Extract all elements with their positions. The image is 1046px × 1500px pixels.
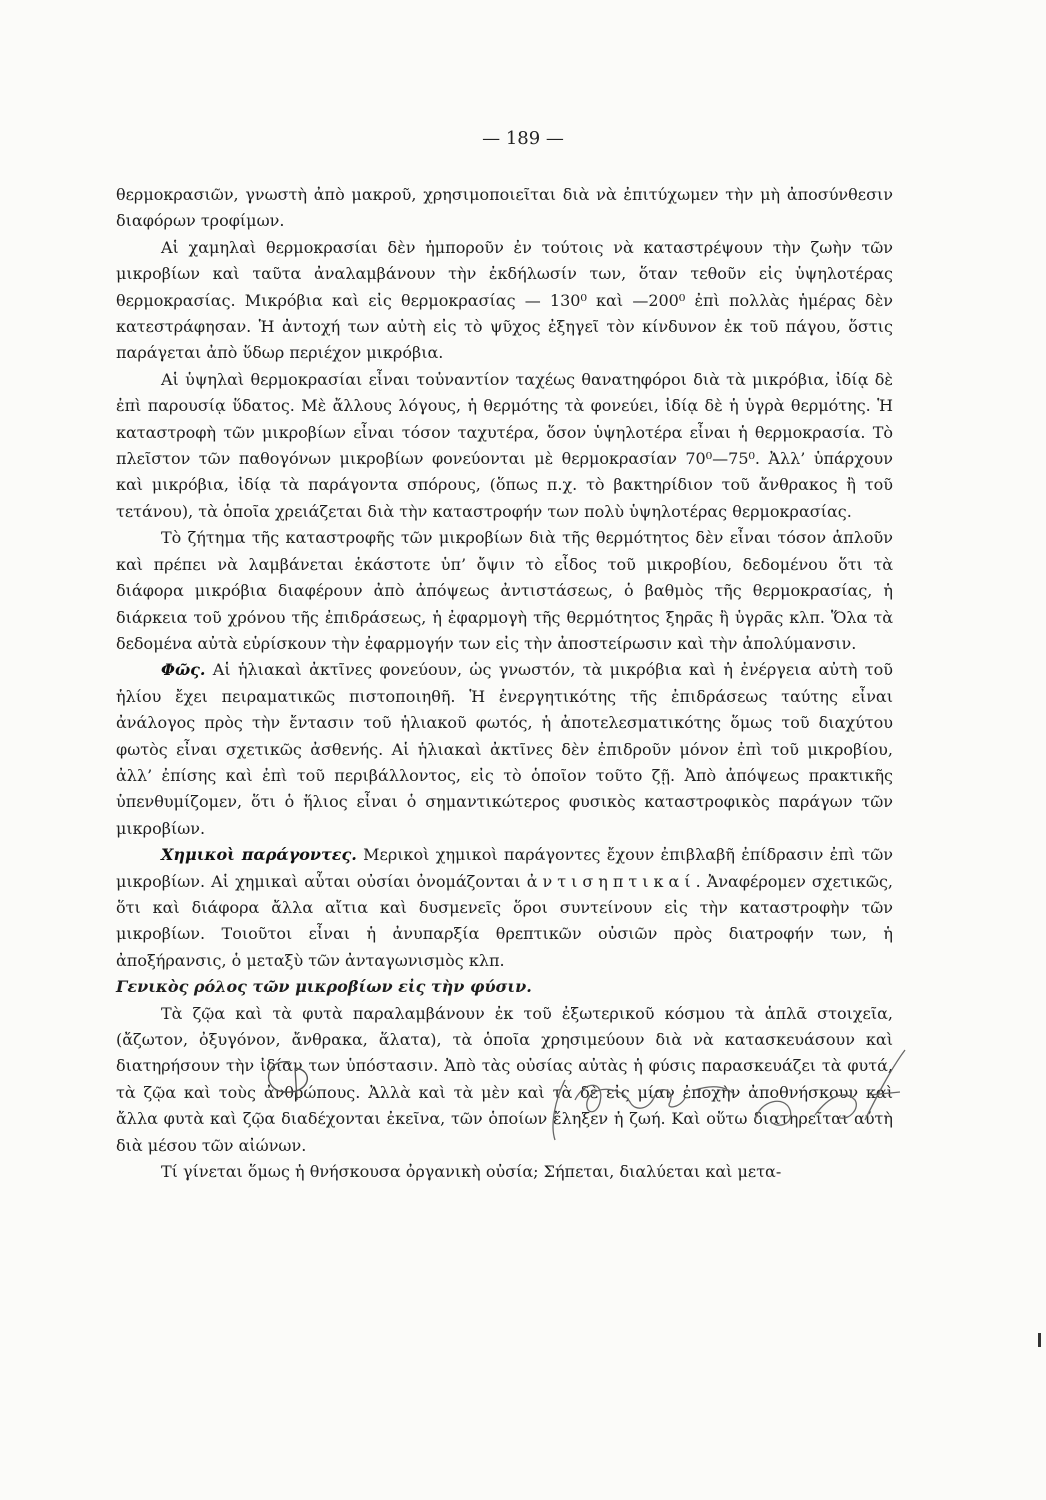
paragraph-high-temperatures: Αἱ ὑψηλαὶ θερμοκρασίαι εἶναι τοὐναντίον ταχέως θανατηφόροι διὰ τὰ μικρόβια, ἰδίᾳ δὲ ἐπὶ παρουσίᾳ ὕδατος. Μὲ ἄλλους λόγους, ἡ θερμότης τὰ φονεύει, ἰδίᾳ δὲ ἡ ὑγρὰ θερμότης. Ἡ καταστροφὴ τῶν μικροβίων εἶναι τόσον ταχυτέρα, ὅσον ὑψηλοτέρα εἶναι ἡ θερμοκρασία. Τὸ πλεῖστον τῶν παθογόνων μικροβίων φονεύονται μὲ θερμοκρασίαν 70⁰—75⁰. Ἀλλ’ ὑπάρχουν καὶ μικρόβια, ἰδίᾳ τὰ παράγοντα σπόρους, (ὅπως π.χ. τὸ βακτηρίδιον τοῦ ἄνθρακος ἢ τοῦ τετάνου), τὰ ὁποῖα χρειάζεται διὰ τὴν καταστροφήν των πολὺ ὑψηλοτέρας θερμοκρασίας. (116, 369, 893, 521)
paragraph-light (116, 657, 893, 842)
page-number: — 189 — (482, 128, 564, 149)
paragraph-nature-role: Τὰ ζῷα καὶ τὰ φυτὰ παραλαμβάνουν ἐκ τοῦ ἐξωτερικοῦ κόσμου τὰ ἁπλᾶ στοιχεῖα, (ἄζωτον, ὀξυγόνον, ἄνθρακα, ἅλατα), τὰ ὁποῖα χρησιμεύουν διὰ νὰ κατασκευάσουν καὶ διατηρήσουν τὴν ἰδίαν των ὑπόστασιν. Ἀπὸ τὰς οὐσίας αὐτὰς ἡ φύσις παρασκευάζει τὰ φυτά, τὰ ζῷα καὶ τοὺς ἀνθρώπους. Ἀλλὰ καὶ τὰ μὲν καὶ τὰ δὲ εἰς μίαν ἐποχὴν ἀποθνήσκουν καὶ ἄλλα φυτὰ καὶ ζῷα διαδέχονται ἐκεῖνα, τῶν ὁποίων ἔληξεν ἡ ζωή. Καὶ οὕτω διατηρεῖται αὐτὴ διὰ μέσου τῶν αἰώνων. (116, 1003, 893, 1155)
spaced-term: ἀντισηπτικαί (526, 871, 696, 891)
paragraph-heat-destruction: Τὸ ζήτημα τῆς καταστροφῆς τῶν μικροβίων διὰ τῆς θερμότητος δὲν εἶναι τόσον ἁπλοῦν καὶ πρέπει νὰ λαμβάνεται ἑκάστοτε ὑπ’ ὄψιν τὸ εἶδος τοῦ μικροβίου, δεδομένου ὅτι τὰ διάφορα μικρόβια διαφέρουν ἀπὸ ἀπόψεως ἀντιστάσεως, ὁ βαθμὸς τῆς θερμοκρασίας, ἡ διάρκεια τοῦ χρόνου τῆς ἐπιδράσεως, ἡ ἐφαρμογὴ τῆς θερμότητος ξηρᾶς ἢ ὑγρᾶς κλπ. Ὅλα τὰ δεδομένα αὐτὰ εὑρίσκουν τὴν ἐφαρμογήν των εἰς τὴν ἀποστείρωσιν καὶ τὴν ἀπολύμανσιν. (116, 528, 893, 653)
paragraph-light-text: Αἱ ἡλιακαὶ ἀκτῖνες φονεύουν, ὡς γνωστόν, τὰ μικρόβια καὶ ἡ ἐνέργεια αὐτὴ τοῦ ἡλίου ἔχει πειραματικῶς πιστοποιηθῆ. Ἡ ἐνεργητικότης τῆς ἐπιδράσεως ταύτης εἶναι ἀνάλογος πρὸς τὴν ἔντασιν τοῦ ἡλιακοῦ φωτός, ἡ ἀποτελεσματικότης ὅμως τοῦ διαχύτου φωτὸς εἶναι σχετικῶς ἀσθενής. Αἱ ἡλιακαὶ ἀκτῖνες δὲν ἐπιδροῦν μόνον ἐπὶ τοῦ μικροβίου, ἀλλ’ ἐπίσης καὶ ἐπὶ τοῦ περιβάλλοντος, εἰς τὸ ὁποῖον τοῦτο ζῇ. Ἀπὸ ἀπόψεως πρακτικῆς ὑπενθυμίζομεν, ὅτι ὁ ἥλιος εἶναι ὁ σημαντικώτερος φυσικὸς καταστροφικὸς παράγων τῶν μικροβίων. (116, 660, 893, 838)
section-heading: Γενικὸς ρόλος τῶν μικροβίων εἰς τὴν φύσιν. (116, 977, 532, 997)
paragraph-low-temperatures: Αἱ χαμηλαὶ θερμοκρασίαι δὲν ἠμποροῦν ἐν τούτοις νὰ καταστρέψουν τὴν ζωὴν τῶν μικροβίων καὶ ταῦτα ἀναλαμβάνουν τὴν ἐκδήλωσίν των, ὅταν τεθοῦν εἰς ὑψηλοτέρας θερμοκρασίας. Μικρόβια καὶ εἰς θερμοκρασίας — 130⁰ καὶ —200⁰ ἐπὶ πολλὰς ἡμέρας δὲν κατεστράφησαν. Ἡ ἀντοχή των αὐτὴ εἰς τὸ ψῦχος ἐξηγεῖ τὸν κίνδυνον ἐκ τοῦ πάγου, ὅστις παράγεται ἀπὸ ὕδωρ περιέχον μικρόβια. (116, 237, 893, 363)
paragraph-organic-matter: Τί γίνεται ὅμως ἡ θνήσκουσα ὀργανικὴ οὐσία; Σήπεται, διαλύεται καὶ μετα- (161, 1162, 782, 1182)
paragraph-lead-light: Φῶς. (161, 660, 206, 680)
paragraph-chemical-text: Μερικοὶ χημικοὶ παράγοντες ἔχουν ἐπιβλαβῆ ἐπίδρασιν ἐπὶ τῶν μικροβίων. Αἱ χημικαὶ αὗται οὐσίαι ὀνομάζονται (116, 845, 894, 891)
paragraph-chemical-agents (116, 842, 893, 974)
paragraph-continuation: θερμοκρασιῶν, γνωστὴ ἀπὸ μακροῦ, χρησιμοποιεῖται διὰ νὰ ἐπιτύχωμεν τὴν μὴ ἀποσύνθεσιν διαφόρων τροφίμων. (116, 185, 893, 231)
body-text (116, 182, 893, 1185)
scan-speck (1038, 1333, 1041, 1347)
paragraph-chemical-tail: . Ἀναφέρομεν σχετικῶς, ὅτι καὶ διάφορα ἄλλα αἴτια καὶ δυσμενεῖς ὅροι συντείνουν εἰς τὴν καταστροφὴν τῶν μικροβίων. Τοιοῦτοι εἶναι ἡ ἀνυπαρξία θρεπτικῶν οὐσιῶν πρὸς διατροφήν των, ἡ ἀποξήρανσις, ὁ μεταξὺ τῶν ἀνταγωνισμὸς κλπ. (116, 871, 893, 970)
paragraph-lead-chemical: Χημικοὶ παράγοντες. (161, 845, 357, 865)
